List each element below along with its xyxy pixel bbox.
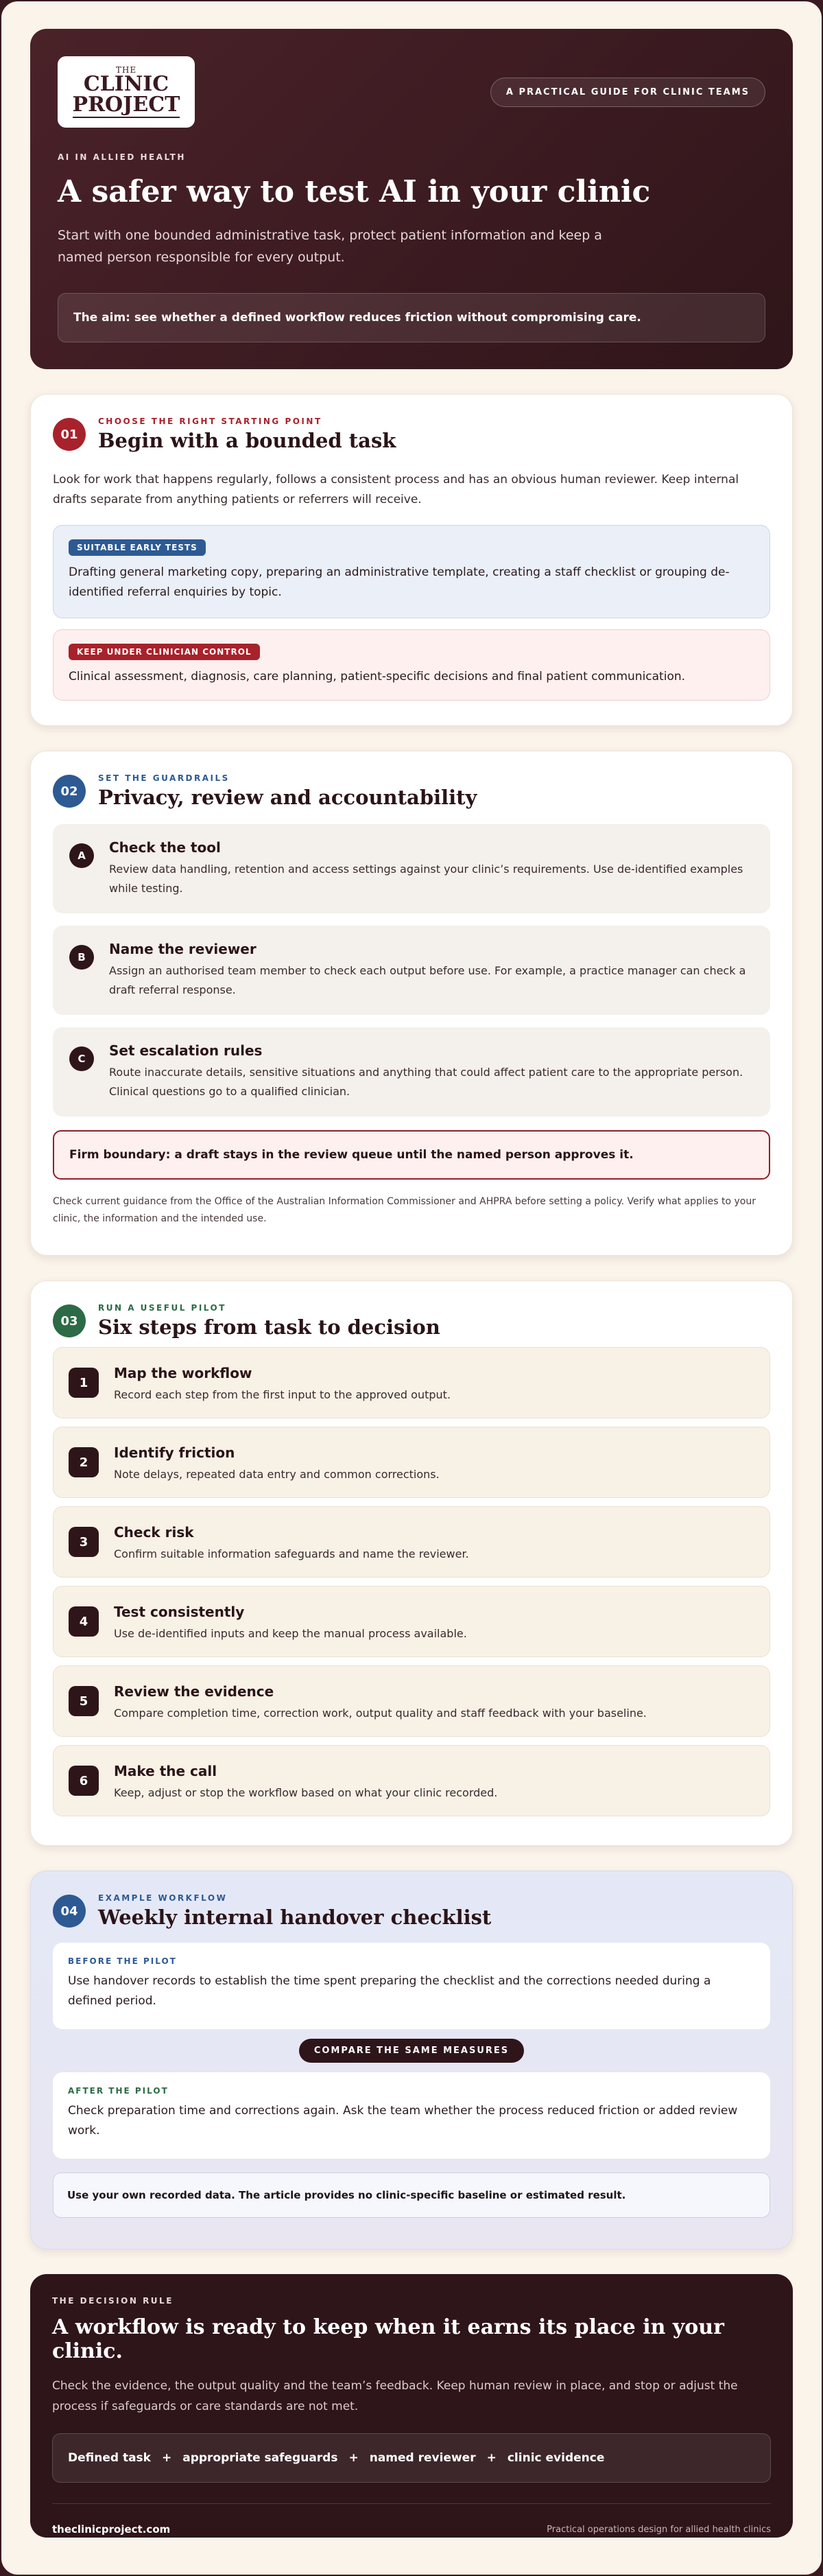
before-pilot-box (53, 1943, 770, 2029)
decision-formula (52, 2433, 771, 2483)
section-bounded-task (30, 394, 793, 726)
guardrail-title: Set escalation rules (109, 1042, 263, 1059)
pilot-step (53, 1665, 770, 1737)
section-eyebrow: EXAMPLE WORKFLOW (98, 1893, 228, 1903)
suitable-tests-box (53, 525, 770, 618)
step-number: 5 (69, 1686, 99, 1716)
formula-term: appropriate safeguards (182, 2451, 338, 2465)
guardrail-letter: A (69, 843, 94, 868)
before-pilot-label: BEFORE THE PILOT (68, 1956, 177, 1966)
compare-measures-badge: COMPARE THE SAME MEASURES (299, 2039, 524, 2063)
suitable-tests-text: Drafting general marketing copy, preparing an administrative template, creating a staff checklist or grouping de-identified referral enquiries by topic. (69, 565, 730, 599)
website-link[interactable]: theclinicproject.com (52, 2523, 171, 2536)
hero-banner (30, 29, 793, 369)
section-guardrails (30, 751, 793, 1256)
step-text: Keep, adjust or stop the workflow based on what your clinic recorded. (114, 1785, 498, 1799)
step-text: Note delays, repeated data entry and common corrections. (114, 1467, 440, 1481)
section-example-workflow (30, 1871, 793, 2249)
step-number: 2 (69, 1447, 99, 1477)
after-pilot-box (53, 2072, 770, 2159)
suitable-tests-tag: SUITABLE EARLY TESTS (69, 539, 206, 556)
formula-term: clinic evidence (507, 2451, 605, 2465)
step-number: 1 (69, 1368, 99, 1398)
section-eyebrow: SET THE GUARDRAILS (98, 773, 230, 783)
section-number-badge: 03 (53, 1304, 86, 1337)
step-text: Record each step from the first input to the approved output. (114, 1387, 451, 1401)
clinic-project-logo[interactable] (58, 56, 195, 128)
plus-icon: + (161, 2451, 172, 2465)
pilot-step (53, 1745, 770, 1816)
clinician-control-tag: KEEP UNDER CLINICIAN CONTROL (69, 644, 260, 660)
guardrail-letter: B (69, 945, 94, 970)
section-title: Weekly internal handover checklist (98, 1906, 492, 1929)
step-title: Test consistently (114, 1603, 245, 1620)
rule-eyebrow: THE DECISION RULE (52, 2296, 174, 2306)
pilot-step (53, 1506, 770, 1578)
step-title: Map the workflow (114, 1364, 252, 1381)
after-pilot-text: Check preparation time and corrections again. Ask the team whether the process reduced friction or added review work. (68, 2104, 738, 2138)
guardrail-text: Assign an authorised team member to check each output before use. For example, a practice manager can check a draft referral response. (109, 964, 746, 996)
step-number: 3 (69, 1527, 99, 1557)
logo-line-2: PROJECT (72, 93, 180, 117)
page-title: A safer way to test AI in your clinic (58, 174, 651, 209)
guardrail-item (53, 1027, 770, 1116)
step-text: Compare completion time, correction work, output quality and staff feedback with your baseline. (114, 1706, 647, 1720)
section-title: Six steps from task to decision (98, 1315, 440, 1339)
section-number-badge: 01 (53, 418, 86, 451)
firm-boundary-callout: Firm boundary: a draft stays in the review queue until the named person approves it. (53, 1130, 770, 1180)
formula-term: Defined task (68, 2451, 151, 2465)
guardrail-text: Review data handling, retention and access settings against your clinic’s requirements. Use de-identified examples while testing. (109, 863, 743, 895)
section-eyebrow: CHOOSE THE RIGHT STARTING POINT (98, 417, 322, 426)
section-eyebrow: RUN A USEFUL PILOT (98, 1303, 226, 1313)
step-title: Check risk (114, 1523, 194, 1541)
guardrail-letter: C (69, 1046, 94, 1071)
pilot-step (53, 1586, 770, 1657)
guidance-note: Check current guidance from the Office of the Australian Information Commissioner and AHPRA before setting a policy. Verify what applies to your clinic, the information and the intended use. (53, 1196, 756, 1224)
rule-title: A workflow is ready to keep when it earns its place in your clinic. (52, 2315, 724, 2363)
footer (52, 2503, 771, 2536)
logo-line-1: CLINIC (83, 72, 169, 96)
step-text: Confirm suitable information safeguards and name the reviewer. (114, 1547, 469, 1560)
rule-text: Check the evidence, the output quality and the team’s feedback. Keep human review in place, and stop or adjust the process if safeguards or care standards are not met. (52, 2379, 738, 2413)
step-title: Review the evidence (114, 1683, 274, 1700)
section-title: Begin with a bounded task (98, 429, 396, 452)
guardrail-title: Check the tool (109, 839, 221, 856)
step-text: Use de-identified inputs and keep the manual process available. (114, 1626, 467, 1640)
formula-term: named reviewer (369, 2451, 476, 2465)
section-intro: Look for work that happens regularly, follows a consistent process and has an obvious human reviewer. Keep internal drafts separate from anything patients or referrers will receive. (53, 473, 739, 506)
clinician-control-text: Clinical assessment, diagnosis, care planning, patient-specific decisions and final patient communication. (69, 670, 686, 683)
plus-icon: + (348, 2451, 359, 2465)
after-pilot-label: AFTER THE PILOT (68, 2086, 169, 2096)
pilot-step (53, 1427, 770, 1498)
decision-rule-panel (30, 2274, 793, 2538)
section-number-badge: 04 (53, 1895, 86, 1928)
footer-tagline: Practical operations design for allied health clinics (547, 2524, 771, 2535)
hero-subtitle: Start with one bounded administrative task, protect patient information and keep a named person responsible for every output. (58, 228, 602, 265)
guide-badge: A PRACTICAL GUIDE FOR CLINIC TEAMS (490, 78, 765, 107)
aim-callout: The aim: see whether a defined workflow reduces friction without compromising care. (58, 293, 765, 342)
guardrail-item (53, 926, 770, 1015)
step-number: 6 (69, 1766, 99, 1796)
step-number: 4 (69, 1606, 99, 1637)
guardrail-title: Name the reviewer (109, 941, 257, 957)
before-pilot-text: Use handover records to establish the time spent preparing the checklist and the corrections needed during a defined period. (68, 1974, 711, 2008)
pilot-step (53, 1347, 770, 1418)
logo-the: THE (115, 65, 137, 75)
section-title: Privacy, review and accountability (98, 786, 477, 809)
hero-eyebrow: AI IN ALLIED HEALTH (58, 152, 186, 162)
section-number-badge: 02 (53, 775, 86, 808)
step-title: Make the call (114, 1762, 217, 1779)
section-pilot-steps (30, 1280, 793, 1846)
plus-icon: + (486, 2451, 497, 2465)
guardrail-item (53, 824, 770, 913)
guardrail-text: Route inaccurate details, sensitive situations and anything that could affect patient care to the appropriate person. Clinical questions go to a qualified clinician. (109, 1066, 743, 1098)
data-disclaimer: Use your own recorded data. The article provides no clinic-specific baseline or estimated result. (53, 2173, 770, 2218)
step-title: Identify friction (114, 1444, 235, 1461)
clinician-control-box (53, 629, 770, 701)
